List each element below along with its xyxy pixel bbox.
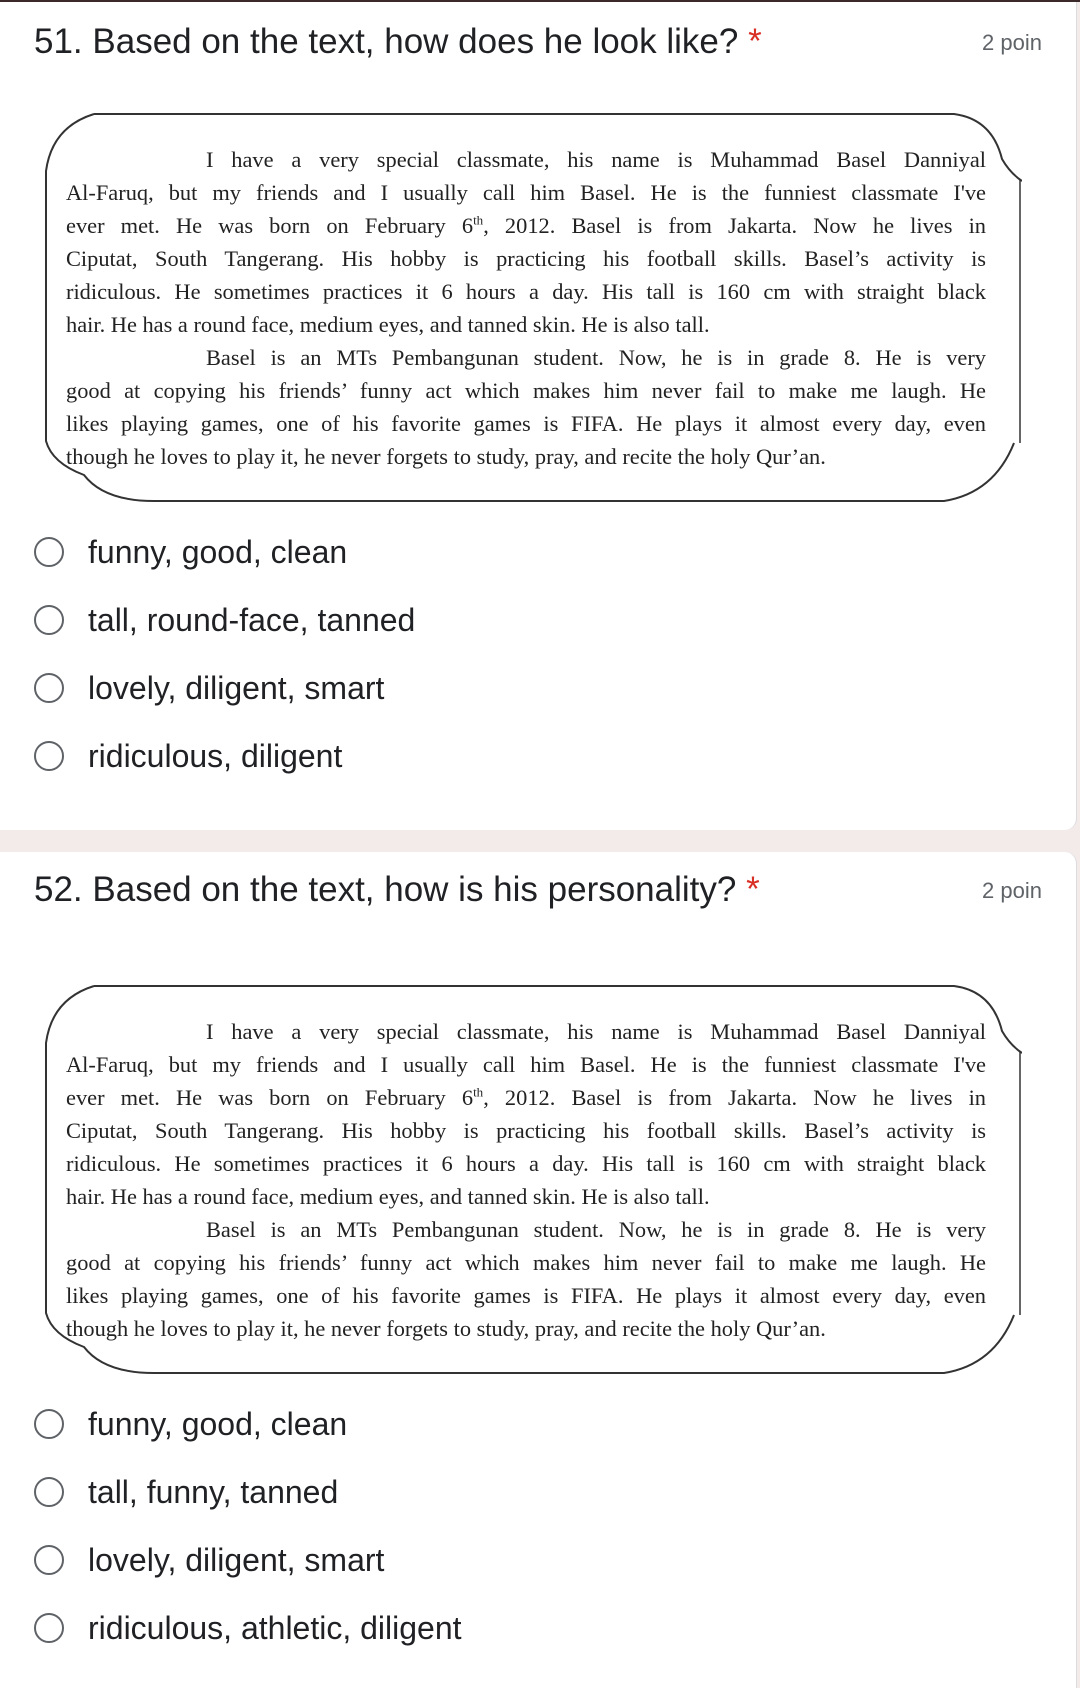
question-card-52 (0, 852, 1077, 1688)
question-card-51 (0, 2, 1077, 830)
option-radio[interactable]: ridiculous, diligent (34, 734, 342, 778)
points-label: 2 poin (982, 30, 1042, 55)
option-radio[interactable]: ridiculous, athletic, diligent (34, 1606, 462, 1650)
required-asterisk: * (746, 870, 760, 909)
option-radio[interactable]: tall, round-face, tanned (34, 598, 415, 642)
points-label: 2 poin (982, 878, 1042, 903)
passage-text: I have a very special classmate, his name is Muhammad Basel Danniyal Al-Faruq, but my friends and I usually call him Basel. He is the funniest classmate I've ever met. He was born on February 6th, 2012. Basel is from Jakarta. Now he lives in Ciputat, South Tangerang. His hobby is practicing his football skills. Basel’s activity is ridiculous. He sometimes practices it 6 hours a day. His tall is 160 cm with straight black hair. He has a round face, medium eyes, and tanned skin. He is also tall. Basel is an MTs Pembangunan student. Now, he is in grade 8. He is very good at copying his friends’ funny act which makes him never fail to make me laugh. He likes playing games, one of his favorite games is FIFA. He plays it almost every day, even though he loves to play it, he never forgets to study, pray, and recite the holy Qur’an. (66, 1019, 986, 1341)
option-radio[interactable]: lovely, diligent, smart (34, 666, 384, 710)
passage-image (44, 985, 1022, 1375)
radio-circle-icon[interactable] (34, 1545, 64, 1575)
question-title: 51. Based on the text, how does he look like? * (34, 22, 762, 61)
radio-circle-icon[interactable] (34, 537, 64, 567)
radio-circle-icon[interactable] (34, 1613, 64, 1643)
required-asterisk: * (748, 22, 762, 61)
option-radio[interactable]: tall, funny, tanned (34, 1470, 338, 1514)
radio-circle-icon[interactable] (34, 741, 64, 771)
option-radio[interactable]: lovely, diligent, smart (34, 1538, 384, 1582)
option-radio[interactable]: funny, good, clean (34, 530, 347, 574)
radio-circle-icon[interactable] (34, 605, 64, 635)
passage-image (44, 113, 1022, 503)
option-radio[interactable]: funny, good, clean (34, 1402, 347, 1446)
question-title: 52. Based on the text, how is his personality? * (34, 870, 760, 909)
passage-text: I have a very special classmate, his name is Muhammad Basel Danniyal Al-Faruq, but my friends and I usually call him Basel. He is the funniest classmate I've ever met. He was born on February 6th, 2012. Basel is from Jakarta. Now he lives in Ciputat, South Tangerang. His hobby is practicing his football skills. Basel’s activity is ridiculous. He sometimes practices it 6 hours a day. His tall is 160 cm with straight black hair. He has a round face, medium eyes, and tanned skin. He is also tall. Basel is an MTs Pembangunan student. Now, he is in grade 8. He is very good at copying his friends’ funny act which makes him never fail to make me laugh. He likes playing games, one of his favorite games is FIFA. He plays it almost every day, even though he loves to play it, he never forgets to study, pray, and recite the holy Qur’an. (66, 147, 986, 469)
radio-circle-icon[interactable] (34, 673, 64, 703)
radio-circle-icon[interactable] (34, 1477, 64, 1507)
radio-circle-icon[interactable] (34, 1409, 64, 1439)
